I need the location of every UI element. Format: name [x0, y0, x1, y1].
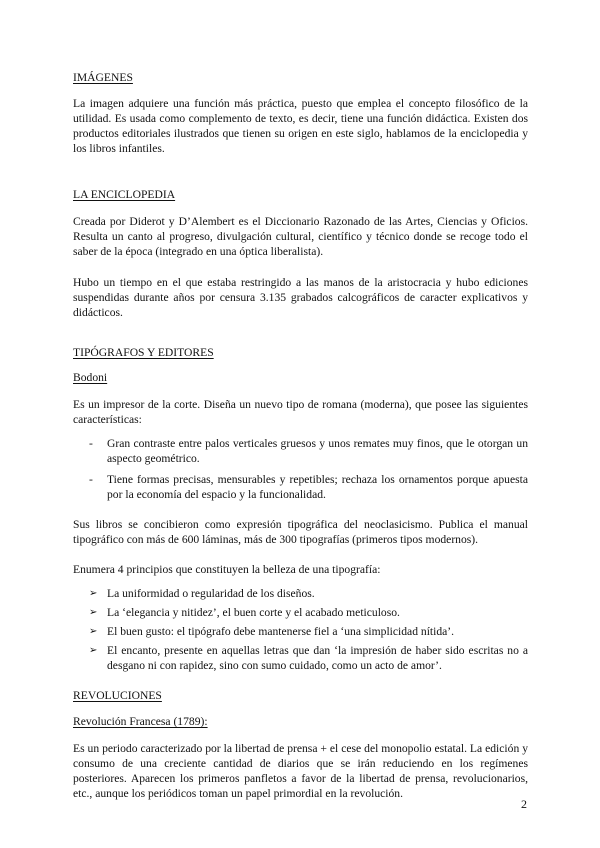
paragraph-enciclopedia-2: Hubo un tiempo en el que estaba restringido a las manos de la aristocracia y hubo ediciones suspendidas durante años por censura 3.135 grabados calcográficos de caracter explicativos y didácticos.: [73, 276, 528, 319]
paragraph-imagenes: La imagen adquiere una función más práctica, puesto que emplea el concepto filosófico de la utilidad. Es usada como complemento de texto, es decir, tiene una función didáctica. Existen dos productos editoriales ilustrados que tienen su origen en este siglo, hablamos de la enciclopedia y los libros infantiles.: [73, 97, 528, 155]
list-item: [73, 472, 528, 502]
list-item: [73, 436, 528, 466]
subheading-revolucion-francesa: Revolución Francesa (1789):: [73, 715, 208, 728]
list-item: [73, 605, 528, 620]
heading-revoluciones: REVOLUCIONES: [73, 689, 162, 702]
heading-imagenes: IMÁGENES: [73, 71, 133, 84]
dash-bullet: -: [89, 473, 93, 486]
list-item: [73, 643, 528, 673]
document-page: [73, 70, 528, 801]
subheading-bodoni: Bodoni: [73, 371, 108, 384]
dash-bullet: -: [89, 437, 93, 450]
arrow-bullet-icon: ➢: [89, 607, 98, 618]
arrow-bullet-icon: ➢: [89, 588, 98, 599]
paragraph-revolucion-francesa: Es un periodo caracterizado por la libertad de prensa + el cese del monopolio estatal. La edición y consumo de una creciente cantidad de diarios que se irán reduciendo en los regímenes posteriores. Aparecen los primeros panfletos a favor de la libertad de prensa, revolucionarios, etc., aunque los periódicos toman un papel primordial en la revolución.: [73, 742, 528, 800]
list-item: [73, 586, 528, 601]
heading-enciclopedia: LA ENCICLOPEDIA: [73, 188, 176, 201]
list-item-text: Gran contraste entre palos verticales gruesos y unos remates muy finos, que le otorgan un aspecto geométrico.: [107, 437, 528, 465]
bodoni-features-list: [73, 436, 528, 502]
paragraph-bodoni-libros: Sus libros se concibieron como expresión tipográfica del neoclasicismo. Publica el manual tipográfico con más de 600 láminas, más de 300 tipografías (primeros tipos modernos).: [73, 518, 528, 546]
principles-list: [73, 586, 528, 673]
paragraph-principios-intro: Enumera 4 principios que constituyen la belleza de una tipografía:: [73, 563, 381, 576]
list-item-text: El buen gusto: el tipógrafo debe mantenerse fiel a ‘una simplicidad nítida’.: [107, 625, 455, 638]
paragraph-enciclopedia-1: Creada por Diderot y D’Alembert es el Diccionario Razonado de las Artes, Ciencias y Oficios. Resulta un canto al progreso, divulgación cultural, científico y técnico donde se recoge todo el saber de la época (integrado en una óptica liberalista).: [73, 215, 528, 258]
list-item-text: Tiene formas precisas, mensurables y repetibles; rechaza los ornamentos porque apuesta por la economía del espacio y la funcionalidad.: [107, 473, 528, 501]
list-item: [73, 624, 528, 639]
list-item-text: La ‘elegancia y nitidez’, el buen corte y el acabado meticuloso.: [107, 606, 400, 619]
page-number: 2: [521, 797, 527, 811]
list-item-text: La uniformidad o regularidad de los diseños.: [107, 587, 315, 600]
arrow-bullet-icon: ➢: [89, 645, 98, 656]
arrow-bullet-icon: ➢: [89, 626, 98, 637]
paragraph-bodoni-intro: Es un impresor de la corte. Diseña un nuevo tipo de romana (moderna), que posee las siguientes características:: [73, 398, 528, 426]
list-item-text: El encanto, presente en aquellas letras que dan ‘la impresión de haber sido escritas no a desgano ni con rapidez, sino con sumo cuidado, como un acto de amor’.: [107, 644, 528, 672]
heading-tipografos: TIPÓGRAFOS Y EDITORES: [73, 346, 214, 359]
